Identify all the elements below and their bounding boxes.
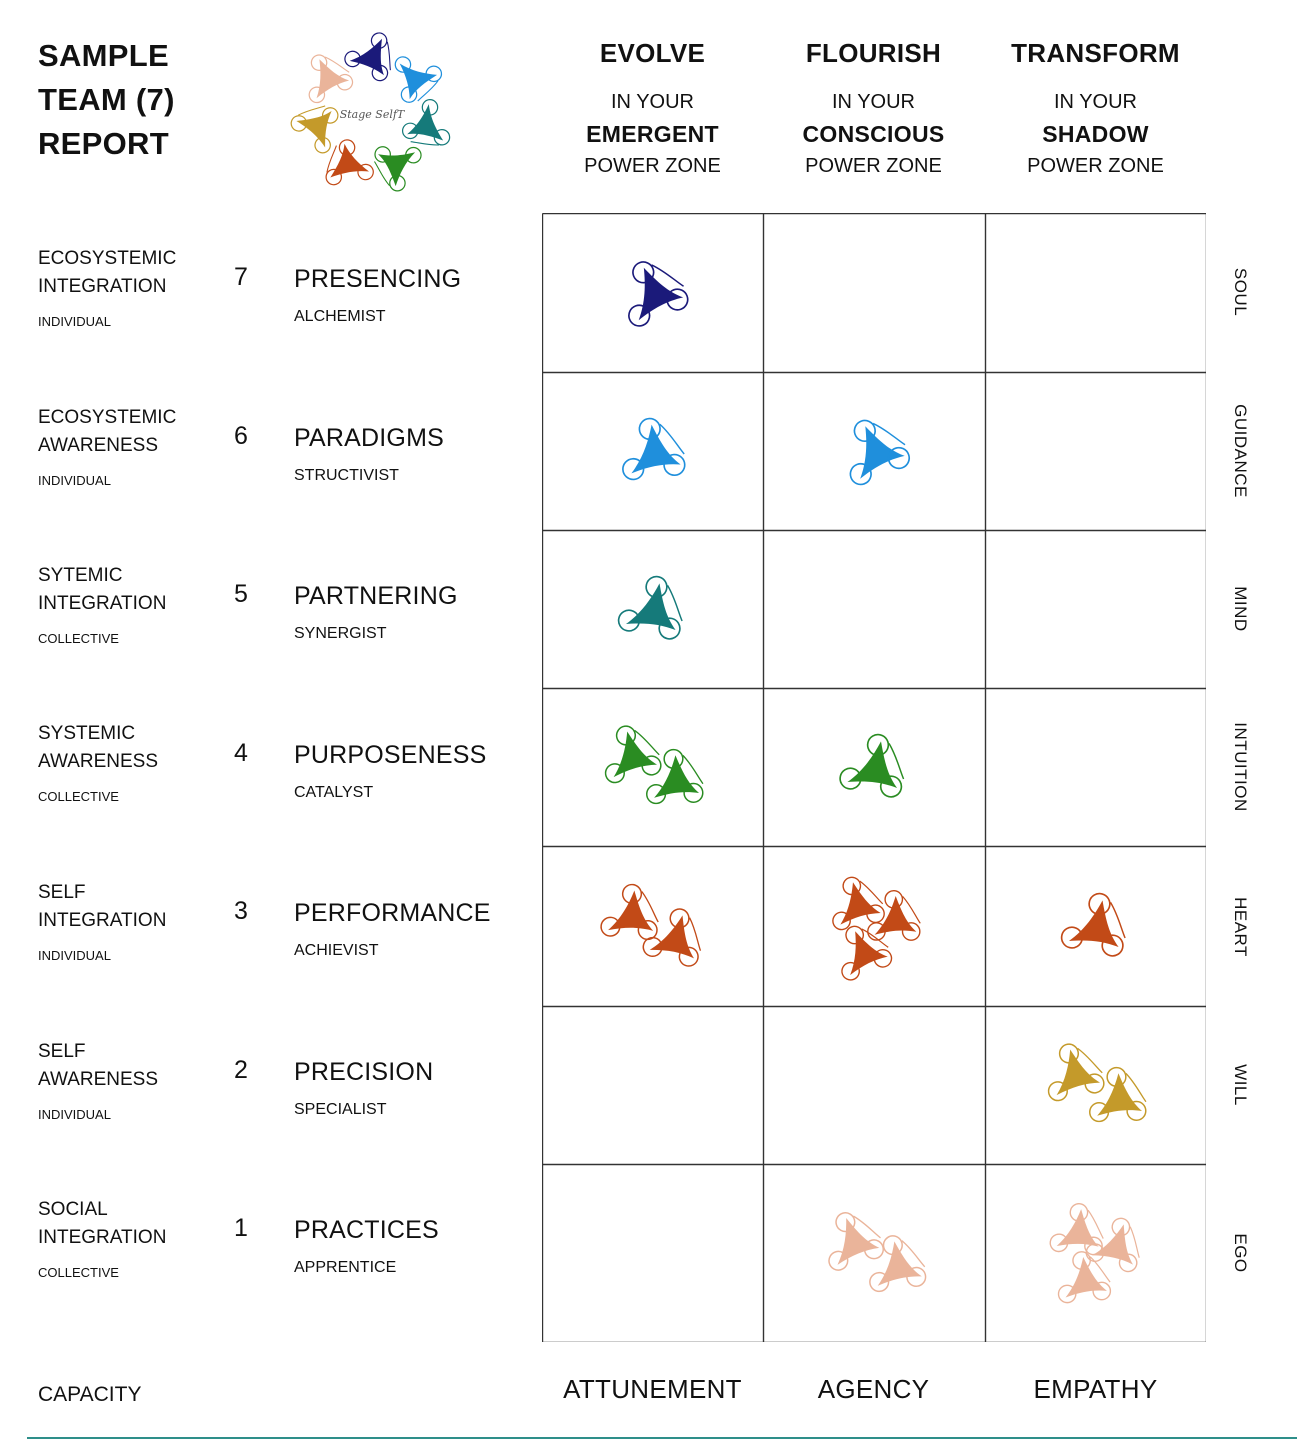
row-name-line-2: INTEGRATION: [38, 593, 167, 614]
logo-text: Stage SelfT: [339, 108, 405, 121]
row-level-5: [294, 580, 534, 644]
row-label-3: [38, 879, 228, 965]
level-name: PERFORMANCE: [294, 899, 491, 927]
grid-lines: [542, 213, 1206, 1342]
title-line-2: TEAM (7): [38, 82, 175, 117]
column-header-flourish: [763, 36, 984, 181]
level-name: PURPOSENESS: [294, 741, 487, 769]
level-name: PRECISION: [294, 1058, 434, 1086]
title-line-1: SAMPLE: [38, 38, 169, 73]
row-name-line-2: AWARENESS: [38, 435, 159, 456]
bottom-rule: [27, 1437, 1297, 1439]
row-number-4: 4: [234, 739, 248, 767]
row-name-line-1: SELF: [38, 1041, 86, 1062]
footer-agency: AGENCY: [817, 1374, 930, 1404]
row-scope: INDIVIDUAL: [38, 473, 111, 488]
row-level-7: [294, 263, 534, 327]
logo-spiral-0: [342, 24, 404, 85]
row-name-line-2: INTEGRATION: [38, 1227, 167, 1248]
row-level-2: [294, 1056, 534, 1120]
row-scope: INDIVIDUAL: [38, 948, 111, 963]
zone-symbol-r4-c1-1: [867, 889, 922, 942]
zone-symbol-r4-c0-0: [600, 881, 663, 942]
logo-spiral-1: [394, 51, 445, 103]
level-role: APPRENTICE: [294, 1259, 397, 1276]
row-name-line-2: AWARENESS: [38, 1069, 159, 1090]
side-label-text: MIND: [1231, 586, 1250, 632]
zone-symbol-r1-c1-0: [834, 410, 913, 488]
row-name-line-1: SELF: [38, 882, 86, 903]
row-name-line-1: ECOSYSTEMIC: [38, 248, 177, 269]
row-label-1: [38, 1196, 228, 1282]
row-level-3: [294, 897, 534, 961]
title-line-3: REPORT: [38, 126, 169, 161]
row-label-5: [38, 562, 228, 648]
row-label-2: [38, 1038, 228, 1124]
row-level-1: [294, 1214, 534, 1278]
row-name-line-1: ECOSYSTEMIC: [38, 407, 177, 428]
footer-attunement: ATTUNEMENT: [563, 1374, 742, 1404]
logo-spiral-3: [372, 145, 421, 193]
level-role: STRUCTIVIST: [294, 467, 399, 484]
column-verb: FLOURISH: [805, 38, 942, 68]
side-label-text: INTUITION: [1231, 722, 1250, 812]
row-number-3: 3: [234, 897, 248, 925]
side-label-text: EGO: [1231, 1233, 1250, 1273]
zone-symbol-r6-c1-0: [818, 1205, 886, 1272]
level-role: SPECIALIST: [294, 1101, 387, 1118]
level-role: ALCHEMIST: [294, 308, 386, 325]
level-role: SYNERGIST: [294, 625, 387, 642]
row-scope: INDIVIDUAL: [38, 314, 111, 329]
stage-self-logo: [282, 24, 462, 204]
zone-symbol-r4-c0-1: [641, 901, 711, 970]
column-line-3: POWER ZONE: [805, 155, 942, 177]
report-title: [38, 34, 258, 166]
zone-symbol-r1-c0-0: [620, 417, 685, 480]
logo-spiral-2: [398, 96, 462, 160]
side-label-text: GUIDANCE: [1231, 404, 1250, 498]
row-name-line-2: AWARENESS: [38, 751, 159, 772]
side-label-text: SOUL: [1231, 267, 1250, 317]
column-line-3: POWER ZONE: [1027, 155, 1164, 177]
row-label-4: [38, 720, 228, 806]
row-number-2: 2: [234, 1056, 248, 1084]
zone-grid: [542, 213, 1206, 1342]
row-name-line-1: SOCIAL: [38, 1199, 108, 1220]
row-label-7: [38, 245, 228, 331]
footer-empathy: EMPATHY: [1033, 1374, 1158, 1404]
level-role: CATALYST: [294, 784, 374, 801]
row-scope: COLLECTIVE: [38, 789, 119, 804]
zone-symbol-r3-c1-0: [838, 728, 913, 801]
zone-symbol-r5-c2-0: [1042, 1040, 1106, 1102]
column-verb: EVOLVE: [599, 38, 706, 68]
row-label-6: [38, 404, 228, 490]
side-label-text: WILL: [1231, 1064, 1250, 1106]
zone-symbol-r2-c0-0: [616, 570, 691, 643]
column-verb: TRANSFORM: [1011, 38, 1180, 68]
level-name: PRACTICES: [294, 1216, 439, 1244]
level-role: ACHIEVIST: [294, 942, 379, 959]
row-name-line-2: INTEGRATION: [38, 276, 167, 297]
row-name-line-1: SYSTEMIC: [38, 723, 136, 744]
column-zone-name: SHADOW: [1042, 121, 1149, 147]
row-number-1: 1: [234, 1214, 248, 1242]
zone-symbol-r6-c2-2: [1057, 1251, 1111, 1303]
row-scope: COLLECTIVE: [38, 631, 119, 646]
column-line-1: IN YOUR: [611, 91, 694, 113]
row-scope: COLLECTIVE: [38, 1265, 119, 1280]
column-header-transform: [985, 36, 1206, 181]
row-scope: INDIVIDUAL: [38, 1107, 111, 1122]
column-line-1: IN YOUR: [832, 91, 915, 113]
row-level-4: [294, 739, 534, 803]
zone-symbol-r6-c1-1: [866, 1233, 927, 1292]
zone-symbol-r4-c2-0: [1059, 887, 1134, 960]
row-number-7: 7: [234, 263, 248, 291]
column-zone-name: EMERGENT: [586, 121, 719, 147]
zone-symbol-r6-c2-0: [1049, 1200, 1107, 1257]
level-name: PRESENCING: [294, 265, 462, 293]
column-line-1: IN YOUR: [1054, 91, 1137, 113]
zone-symbol-r3-c0-0: [599, 722, 663, 784]
row-level-6: [294, 422, 534, 486]
side-label-text: HEART: [1231, 897, 1250, 957]
level-name: PARTNERING: [294, 582, 458, 610]
level-name: PARADIGMS: [294, 424, 444, 452]
zone-symbol-r0-c0-0: [613, 251, 692, 329]
row-name-line-1: SYTEMIC: [38, 565, 123, 586]
column-zone-name: CONSCIOUS: [802, 121, 945, 147]
row-number-5: 5: [234, 580, 248, 608]
column-line-3: POWER ZONE: [584, 155, 721, 177]
capacity-label: CAPACITY: [38, 1383, 142, 1406]
row-name-line-2: INTEGRATION: [38, 910, 167, 931]
logo-spiral-5: [285, 98, 341, 155]
logo-spiral-4: [314, 136, 377, 199]
row-number-6: 6: [234, 422, 248, 450]
column-header-evolve: [542, 36, 763, 181]
